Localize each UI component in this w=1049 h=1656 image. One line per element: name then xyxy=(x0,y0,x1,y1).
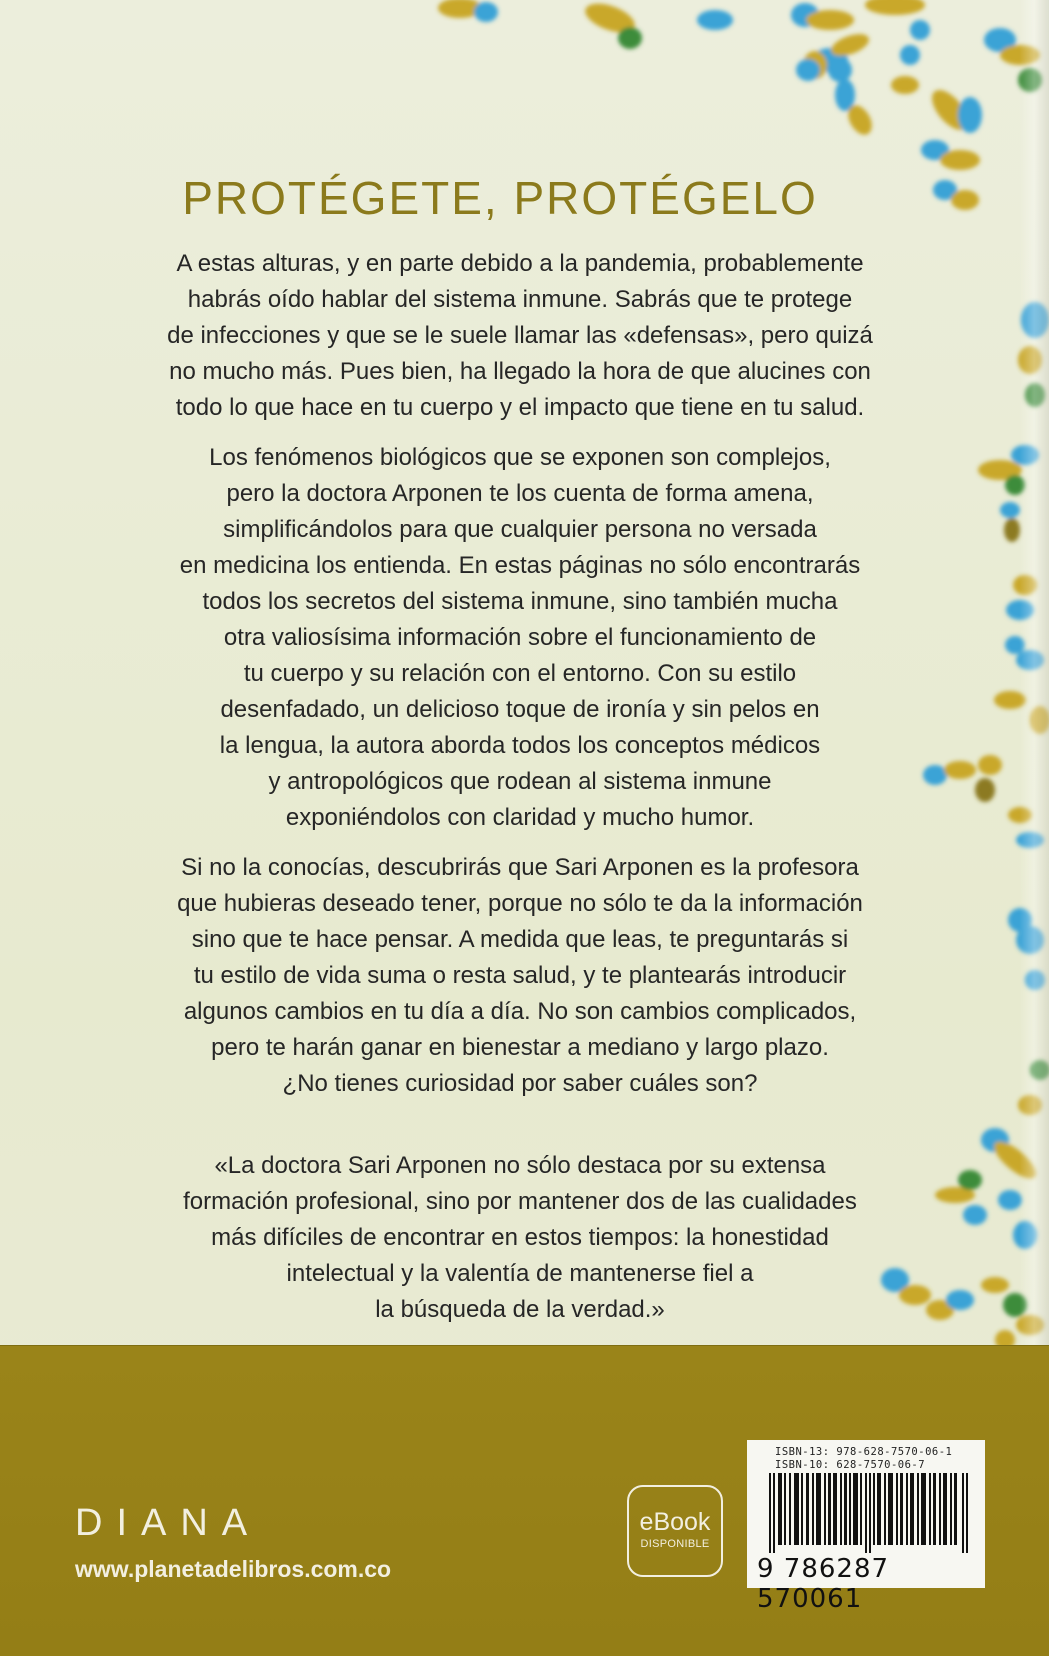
text-line: desenfadado, un delicioso toque de ironía y sin pelos en xyxy=(220,696,820,723)
isbn-13: ISBN-13: 978-628-7570-06-1 xyxy=(775,1446,953,1458)
text-line: no mucho más. Pues bien, ha llegado la hora de que alucines con xyxy=(169,358,871,385)
text-line: más difíciles de encontrar en estos tiempos: la honestidad xyxy=(211,1224,829,1251)
barcode-digits: 9 786287 570061 xyxy=(757,1554,890,1614)
testimonial-quote xyxy=(95,1148,945,1328)
text-line: Los fenómenos biológicos que se exponen son complejos, xyxy=(209,444,831,471)
text-line: pero te harán ganar en bienestar a mediano y largo plazo. xyxy=(211,1034,829,1061)
text-line: sino que te hace pensar. A medida que leas, te preguntarás si xyxy=(191,926,849,953)
text-line: simplificándolos para que cualquier persona no versada xyxy=(223,516,817,543)
ebook-available-badge xyxy=(627,1485,723,1577)
publisher-website: www.planetadelibros.com.co xyxy=(75,1556,392,1582)
text-line: otra valiosísima información sobre el funcionamiento de xyxy=(223,624,817,651)
synopsis-paragraph-1 xyxy=(95,246,945,426)
text-line: habrás oído hablar del sistema inmune. Sabrás que te protege xyxy=(187,286,853,313)
text-line: intelectual y la valentía de mantenerse fiel a xyxy=(286,1260,754,1287)
text-line: todo lo que hace en tu cuerpo y el impacto que tiene en tu salud. xyxy=(175,394,865,421)
text-line: todos los secretos del sistema inmune, sino también mucha xyxy=(202,588,838,615)
text-line: Si no la conocías, descubrirás que Sari Arponen es la profesora xyxy=(181,854,859,881)
text-line: de infecciones y que se le suele llamar las «defensas», pero quizá xyxy=(167,322,873,349)
text-line: en medicina los entienda. En estas páginas no sólo encontrarás xyxy=(179,552,861,579)
publisher-logo: DIANA xyxy=(75,1502,262,1544)
text-line: y antropológicos que rodean al sistema inmune xyxy=(268,768,772,795)
ebook-label: eBook xyxy=(639,1508,711,1536)
barcode-icon xyxy=(769,1473,969,1553)
text-line: A estas alturas, y en parte debido a la pandemia, probablemente xyxy=(176,250,864,277)
text-line: formación profesional, sino por mantener dos de las cualidades xyxy=(183,1188,857,1215)
text-line: «La doctora Sari Arponen no sólo destaca por su extensa xyxy=(214,1152,826,1179)
back-cover-title: PROTÉGETE, PROTÉGELO xyxy=(182,171,818,224)
text-line: pero la doctora Arponen te los cuenta de forma amena, xyxy=(226,480,814,507)
text-line: algunos cambios en tu día a día. No son cambios complicados, xyxy=(183,998,857,1025)
text-line: que hubieras deseado tener, porque no sólo te da la información xyxy=(177,890,863,917)
isbn-barcode-label xyxy=(747,1440,985,1614)
text-line: la lengua, la autora aborda todos los conceptos médicos xyxy=(219,732,821,759)
text-line: ¿No tienes curiosidad por saber cuáles son? xyxy=(282,1070,758,1097)
synopsis-paragraph-3 xyxy=(95,850,945,1102)
text-line: tu cuerpo y su relación con el entorno. Con su estilo xyxy=(243,660,797,687)
text-line: exponiéndolos con claridad y mucho humor. xyxy=(285,804,755,831)
isbn-10: ISBN-10: 628-7570-06-7 xyxy=(775,1459,926,1471)
text-line: la búsqueda de la verdad.» xyxy=(375,1296,665,1323)
synopsis-paragraph-2 xyxy=(95,440,945,836)
text-line: tu estilo de vida suma o resta salud, y te plantearás introducir xyxy=(193,962,847,989)
ebook-sublabel: DISPONIBLE xyxy=(640,1538,710,1550)
